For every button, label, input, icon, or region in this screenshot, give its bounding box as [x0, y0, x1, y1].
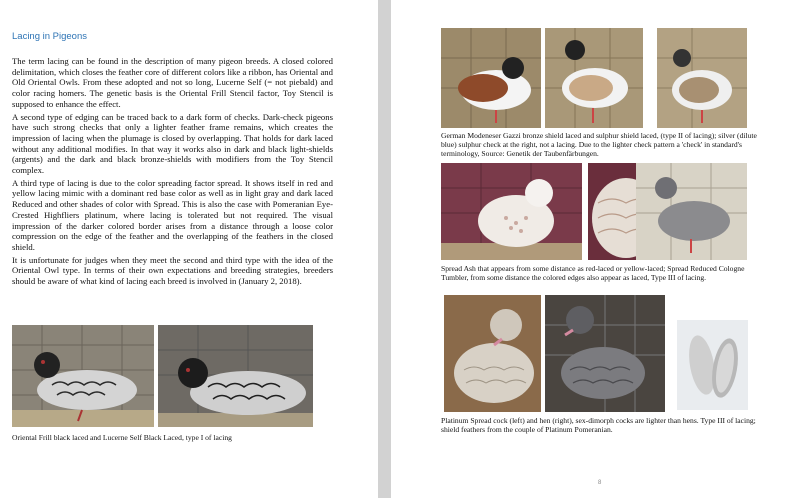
paragraph-3: A third type of lacing is due to the color spreading factor spread. It shows itself in red and yellow lacing mimic with a dominant red base color as well as in light gray and dark laced Reduced and other shades of color with Spread. This is also the case with Pomeranian Eye-Crested Highfliers platinum, where lacing is tolerated but not required. The visual impression of the darker colored border arises from a distance through a loose color compression on the edge of the feather and the overlapping of the feathers in the closed shield.	[12, 177, 333, 252]
left-page	[0, 0, 378, 498]
photo-modeneser-bronze	[441, 28, 541, 128]
caption-left: Oriental Frill black laced and Lucerne Self Black Laced, type I of lacing	[12, 433, 232, 442]
caption-right-2: Spread Ash that appears from some distance as red-laced or yellow-laced; Spread Reduced Cologne Tumbler, from some distance the colored edges also appear as laced, Type III of lacing.	[441, 264, 745, 283]
body-text	[12, 56, 333, 289]
photo-modeneser-sulphur	[545, 28, 643, 128]
page-number: 8	[598, 480, 602, 486]
photo-lucerne-self	[158, 325, 313, 427]
photo-spread-ash	[441, 163, 582, 260]
paragraph-2: A second type of edging can be traced back to a dark form of checks. Dark-check pigeons have such strong checks that only a lighter feather frame remains, which creates the impression of lacing when the plumage is closed by overlapping. That holds for dark laced without any additional modifies. In that way it works also in dark and black light-shields (argents) and the dark and black bronze-shields with modifiers from the Toy Stencil complex.	[12, 111, 333, 176]
photo-platinum-cock	[444, 295, 541, 412]
paragraph-4: It is unfortunate for judges when they meet the second and third type with the idea of the Oriental Owl type. In terms of their own expectations and breeding strategies, breeders should be aware of what kind of lacing each breed is involved in (January 2, 2018).	[12, 254, 333, 287]
caption-right-1: German Modeneser Gazzi bronze shield laced and sulphur shield laced, (type II of lacing); silver (dilute blue) sulphur check at the right, not a lacing. Due to the lighter check pattern a 'check' in standard's terminology, Source: Genetik der Taubenfärbungen.	[441, 131, 757, 159]
photo-cologne-tumbler	[636, 163, 747, 260]
photo-oriental-frill	[12, 325, 154, 427]
photo-shield-feathers	[677, 320, 748, 410]
caption-right-3: Platinum Spread cock (left) and hen (right), sex-dimorph cocks are lighter than hens. Type III of lacing; shield feathers from the couple of Platinum Pomeranian.	[441, 416, 756, 435]
photo-modeneser-check	[657, 28, 747, 128]
photo-platinum-hen	[545, 295, 665, 412]
paragraph-1: The term lacing can be found in the description of many pigeon breeds. A closed colored delimitation, which closes the feather core of different colors like a ribbon, has Oriental and Old Oriental Owls. From these adopted and not so long, Lucerne Self (= not piebald) and color racing homers. The genetic basis is the Oriental Frill Stencil factor, Toy Stencil is supposed to enhance the effect.	[12, 56, 333, 109]
page-divider	[378, 0, 391, 498]
page-title: Lacing in Pigeons	[12, 31, 87, 42]
right-page	[391, 0, 789, 498]
